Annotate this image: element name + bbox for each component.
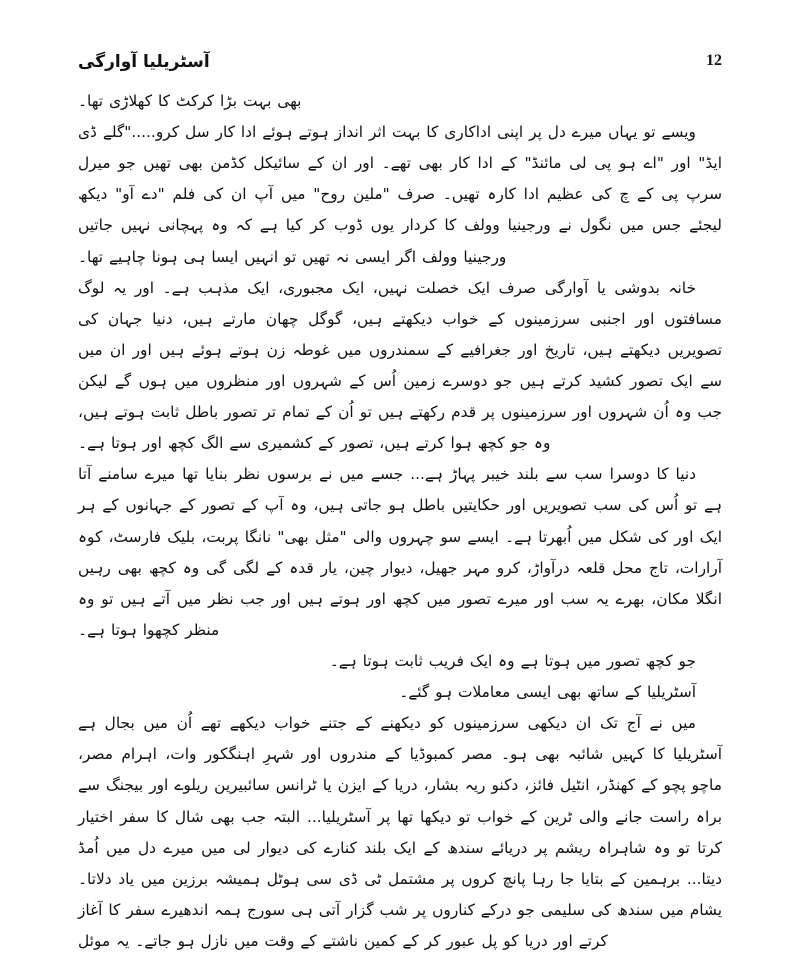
paragraph: دنیا کا دوسرا سب سے بلند خیبر پہاڑ ہے... جسے میں نے برسوں نظر بنایا تھا میرے سامنے آتا ہے تو اُس کی سب تصویریں اور حکایتیں باطل ہو جاتی ہیں، وہ آپ کے تصور کے جہانوں کے ہر ایک اور کی شکل میں اُبھرتا ہے۔ ایسے سو چہروں والی "مثل بھی" نانگا پربت، بلیک فارسٹ، کوہ آرارات، تاج محل قلعہ درآواڑ، کرو مہر جھیل، دیوار چین، یار قدہ کے لگی گی وہ کچھ بھی رہیں انگلا مکان، بھرے یہ سب اور میرے تصور میں کچھ اور ہوتے ہیں اور جب نظر میں آتے ہیں تو وہ منظر کچھوا ہوتا ہے۔ (78, 465, 722, 639)
paragraph: ویسے تو یہاں میرے دل پر اپنی اداکاری کا بہت اثر انداز ہوتے ہوئے ادا کار سل کرو....."گلے ڈی ایڈ" اور "اے ہو پی لی مائنڈ" کے ادا کار بھی تھے۔ اور ان کے سائیکل کڈمن بھی تھیں جو میرل سرپ پی کے چ کی عظیم ادا کارہ تھیں۔ صرف "ملین روح" میں آپ ان کی فلم "دے آو" دیکھ لیجئے جس میں نگول نے ورجینیا وولف کا کردار یوں ڈوب کر کیا ہے کہ وہ پہچانی نہیں جاتیں ورجینیا وولف اگر ایسی نہ تھیں تو انہیں ایسا ہی ہونا چاہیے تھا۔ (78, 123, 722, 266)
paragraph: جو کچھ تصور میں ہوتا ہے وہ ایک فریب ثابت ہوتا ہے۔ (329, 651, 696, 670)
paragraph: آسٹریلیا کے ساتھ بھی ایسی معاملات ہو گئے۔ (399, 683, 696, 702)
paragraph: بھی بہت بڑا کرکٹ کا کھلاڑی تھا۔ (78, 92, 302, 110)
book-title: آسٹریلیا آوارگی (78, 52, 210, 72)
page-number: 12 (706, 52, 722, 69)
paragraph: میں نے آج تک ان دیکھی سرزمینوں کو دیکھنے کے جتنے خواب دیکھے تھے اُن میں بجال ہے آسٹریلیا کا کہیں شائبہ بھی ہو۔ مصر کمبوڈیا کے مندروں اور شہرِ اہنگکور وات، اہرام مصر، ماچو پچو کے کھنڈر، انٹیل فائز، دکنو ریہ بشار، دریا کے ایزن یا ٹرانس سائبیرین ریلوے اور بیجنگ سے براہ راست جانے والی ٹرین کے خواب تو دیکھا تھا پر آسٹریلیا... البتہ جب بھی شال کا سفر اختیار کرتا تو وہ شاہراہ ریشم پر دریائے سندھ کے ایک بلند کنارے کی دیوار لی میں میرے دل میں اُمڈ دیتا... برہمین کے بتایا جا رہا پانچ کروں پر مشتمل ٹی ڈی سی ہوٹل ہمیشہ برزین میں یاد دلاتا۔ یشام میں سندھ کی سلیمی جو درکے کناروں پر شب گزار آتی ہی سورج ہمہ اندھیرے سفر کا آغاز کرتے اور دریا کو پل عبور کر کے کمین ناشتے کے وقت میں نازل ہو جاتے۔ یہ موئل (78, 714, 722, 950)
page-body (78, 86, 722, 957)
paragraph: خانہ بدوشی یا آوارگی صرف ایک خصلت نہیں، ایک مجبوری، ایک مذہب ہے۔ اور یہ لوگ مسافتوں اور اجنبی سرزمینوں کے خواب دیکھتے ہیں، گوگل چھان مارتے ہیں، دنیا جہان کی تصویریں دیکھتے ہیں، تاریخ اور جغرافیے کے سمندروں میں غوطہ زن ہوتے ہوئے ہیں اور ان میں سے ایک تصور کشید کرتے ہیں جو دوسرے زمین اُس کے شہروں اور منظروں میں ہوں گے لیکن جب وہ اُن شہروں اور سرزمینوں پر قدم رکھتے ہیں تو اُن کے تمام تر تصور باطل ثابت ہوتے ہیں، وہ جو کچھ ہوا کرتے ہیں، تصور کے کشمیری سے الگ کچھ اور ہوتا ہے۔ (78, 278, 722, 453)
page-header (78, 52, 722, 72)
